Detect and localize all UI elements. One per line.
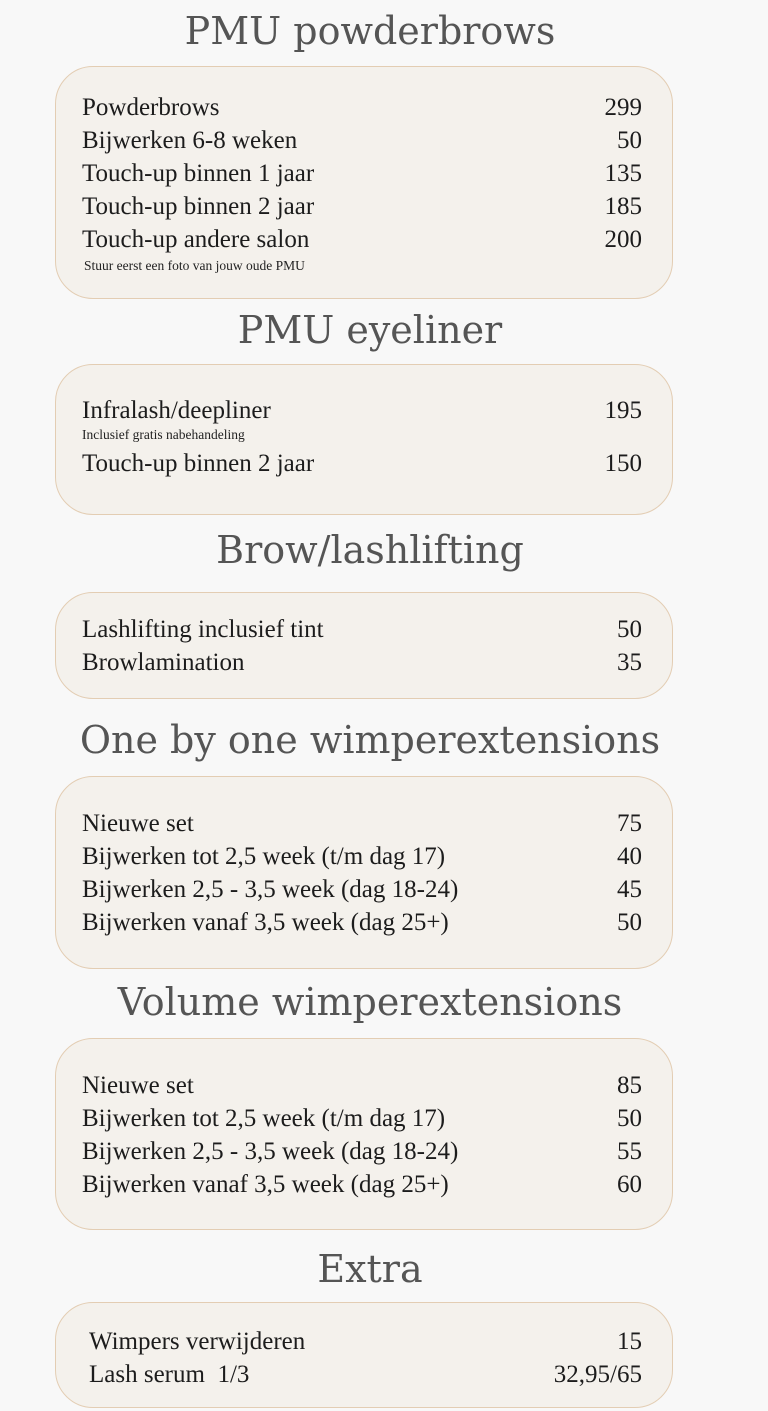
item-label: Bijwerken 2,5 - 3,5 week (dag 18-24) [82,1138,459,1165]
price-card-pmu-powderbrows [55,66,673,299]
item-label: Wimpers verwijderen [89,1328,306,1355]
item-label: Lashlifting inclusief tint [82,616,324,643]
section-title-pmu-powderbrows: PMU powderbrows [184,9,556,53]
item-price: 50 [617,616,642,643]
list-item [89,1329,642,1354]
price-card-extra [55,1302,673,1408]
item-price: 15 [617,1328,642,1355]
item-label: Browlamination [82,649,245,676]
price-card-pmu-eyeliner [55,364,673,515]
item-price: 75 [617,810,642,837]
item-label: Touch-up binnen 1 jaar [82,160,315,187]
item-label: Nieuwe set [82,1072,194,1099]
list-item [82,1139,642,1164]
list-item [82,128,642,153]
item-label: Bijwerken tot 2,5 week (t/m dag 17) [82,843,446,870]
list-item [82,161,642,186]
item-label: Lash serum 1/3 [89,1361,250,1388]
item-price: 32,95/65 [553,1361,642,1388]
item-label: Bijwerken 6-8 weken [82,127,298,154]
item-price: 135 [604,160,642,187]
item-price: 40 [617,843,642,870]
section-title-one-by-one-wimperextensions: One by one wimperextensions [79,718,661,762]
item-label: Nieuwe set [82,810,194,837]
list-item [82,811,642,836]
list-item [82,650,642,675]
list-item [82,1172,642,1197]
list-item [82,877,642,902]
section-title-extra: Extra [317,1247,423,1291]
item-price: 35 [617,649,642,676]
item-label: Touch-up binnen 2 jaar [82,193,315,220]
item-label: Bijwerken vanaf 3,5 week (dag 25+) [82,909,449,936]
item-price: 50 [617,909,642,936]
section-title-volume-wimperextensions: Volume wimperextensions [117,980,623,1024]
price-card-one-by-one-wimperextensions [55,776,673,969]
item-price: 150 [604,450,642,477]
item-label: Infralash/deepliner [82,397,271,424]
item-price: 50 [617,1105,642,1132]
section-title-brow-lashlifting: Brow/lashlifting [216,528,524,572]
list-item [82,398,642,423]
item-price: 85 [617,1072,642,1099]
list-item [82,451,642,476]
item-price: 45 [617,876,642,903]
list-item [82,1073,642,1098]
section-title-pmu-eyeliner: PMU eyeliner [237,308,503,352]
list-item [82,194,642,219]
item-label: Powderbrows [82,94,220,121]
list-item [82,227,642,252]
price-card-volume-wimperextensions [55,1038,673,1230]
item-price: 60 [617,1171,642,1198]
item-label: Touch-up andere salon [82,226,310,253]
list-item [82,95,642,120]
price-card-brow-lashlifting [55,592,673,699]
item-note: Stuur eerst een foto van jouw oude PMU [84,258,305,273]
item-price: 55 [617,1138,642,1165]
item-label: Bijwerken vanaf 3,5 week (dag 25+) [82,1171,449,1198]
item-label: Touch-up binnen 2 jaar [82,450,315,477]
item-label: Bijwerken 2,5 - 3,5 week (dag 18-24) [82,876,459,903]
item-label: Bijwerken tot 2,5 week (t/m dag 17) [82,1105,446,1132]
item-note: Inclusief gratis nabehandeling [82,427,245,442]
item-price: 195 [604,397,642,424]
item-price: 299 [604,94,642,121]
item-price: 185 [604,193,642,220]
list-item [82,910,642,935]
list-item [82,1106,642,1131]
item-price: 200 [604,226,642,253]
list-item [82,617,642,642]
list-item [89,1362,642,1387]
item-price: 50 [617,127,642,154]
list-item [82,844,642,869]
